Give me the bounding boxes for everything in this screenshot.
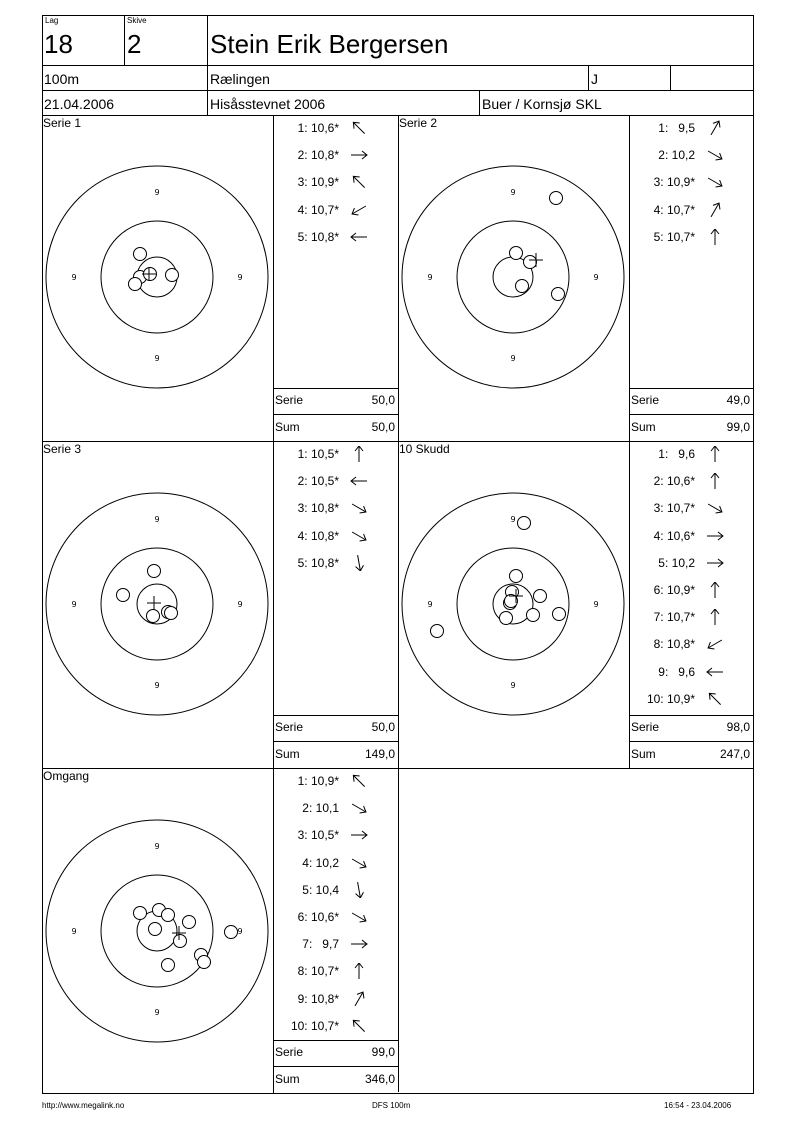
shot-hole <box>149 923 162 936</box>
direction-arrow-icon <box>703 446 727 462</box>
shot-row <box>289 991 371 1007</box>
shot-hole <box>174 935 187 948</box>
shot-hole <box>117 589 130 602</box>
lag-label: Lag <box>45 16 59 25</box>
ring-label: 9 <box>510 354 516 363</box>
direction-arrow-icon <box>703 609 727 625</box>
shot-row <box>645 582 727 598</box>
shot-score: 2: 10,5* <box>297 474 339 489</box>
shot-score: 4: 10,7* <box>653 202 695 217</box>
ring-label: 9 <box>510 681 516 690</box>
sum-label: Sum <box>631 747 656 761</box>
shot-score: 3: 10,7* <box>653 501 695 516</box>
class: J <box>591 71 598 87</box>
shot-row <box>289 147 371 163</box>
ring-label: 9 <box>237 927 243 936</box>
shot-row <box>645 473 727 489</box>
sum-value: 149,0 <box>364 747 395 761</box>
direction-arrow-icon <box>347 773 371 789</box>
serie-value: 49,0 <box>726 393 750 407</box>
sum-label: Sum <box>275 747 300 761</box>
shot-row <box>645 691 727 707</box>
shot-row <box>289 500 371 516</box>
direction-arrow-icon <box>347 528 371 544</box>
shot-hole <box>534 590 547 603</box>
distance: 100m <box>44 71 80 87</box>
ring-label: 9 <box>154 354 160 363</box>
shot-score: 9: 10,8* <box>297 991 339 1006</box>
shot-score: 1: 9,5 <box>658 121 695 135</box>
shot-score: 6: 10,9* <box>653 583 695 597</box>
shot-row <box>289 174 371 190</box>
shot-row <box>645 500 727 516</box>
shot-hole <box>510 247 523 260</box>
shot-hole <box>510 570 523 583</box>
panel-title: Serie 2 <box>399 116 438 130</box>
sum-label: Sum <box>275 420 300 434</box>
shot-score: 3: 10,8* <box>297 501 339 516</box>
direction-arrow-icon <box>703 147 727 163</box>
shot-score: 2: 10,8* <box>297 148 339 163</box>
shot-row <box>645 528 727 544</box>
lag-value: 18 <box>44 29 73 59</box>
target-diagram <box>42 441 273 768</box>
target-diagram <box>42 115 273 441</box>
shot-score: 7: 10,7* <box>653 610 695 625</box>
shot-hole <box>134 907 147 920</box>
ring-label: 9 <box>510 515 516 524</box>
shot-score: 2: 10,2 <box>658 148 695 163</box>
shot-row <box>645 120 727 136</box>
date: 21.04.2006 <box>44 96 115 112</box>
event: Hisåsstevnet 2006 <box>210 96 326 112</box>
panel-title: 10 Skudd <box>399 442 450 456</box>
shot-row <box>289 855 371 871</box>
shot-score: 10: 10,7* <box>290 1018 339 1033</box>
shot-row <box>645 446 727 462</box>
direction-arrow-icon <box>347 800 371 816</box>
shooter-name: Stein Erik Bergersen <box>210 29 449 59</box>
direction-arrow-icon <box>347 229 371 245</box>
serie-value: 98,0 <box>726 720 750 734</box>
direction-arrow-icon <box>347 1018 371 1034</box>
shot-hole <box>524 256 537 269</box>
shot-score: 4: 10,7* <box>297 202 339 217</box>
shot-score: 3: 10,9* <box>653 175 695 190</box>
ring-label: 9 <box>593 600 599 609</box>
direction-arrow-icon <box>347 473 371 489</box>
shot-score: 3: 10,5* <box>297 828 339 843</box>
direction-arrow-icon <box>347 827 371 843</box>
shot-hole <box>166 269 179 282</box>
sum-label: Sum <box>631 420 656 434</box>
serie-value: 99,0 <box>371 1045 395 1059</box>
sum-value: 99,0 <box>726 420 750 434</box>
direction-arrow-icon <box>347 120 371 136</box>
shot-score: 2: 10,6* <box>653 474 695 489</box>
ring-label: 9 <box>154 188 160 197</box>
direction-arrow-icon <box>703 691 727 707</box>
shot-hole <box>500 612 513 625</box>
serie-label: Serie <box>275 720 304 734</box>
direction-arrow-icon <box>347 936 371 952</box>
direction-arrow-icon <box>703 120 727 136</box>
venue: Buer / Kornsjø SKL <box>482 96 602 112</box>
direction-arrow-icon <box>347 446 371 462</box>
shot-row <box>645 555 727 571</box>
serie-label: Serie <box>631 393 660 407</box>
shot-hole <box>129 278 142 291</box>
ring-label: 9 <box>427 600 433 609</box>
shot-row <box>289 800 371 816</box>
ring-label: 9 <box>71 927 77 936</box>
shot-row <box>645 636 727 652</box>
ring-label: 9 <box>71 600 77 609</box>
ring-label: 9 <box>154 842 160 851</box>
serie-row <box>275 393 395 407</box>
panel-title: Omgang <box>43 769 90 783</box>
sum-value: 50,0 <box>371 420 395 434</box>
shot-score: 8: 10,8* <box>653 637 695 652</box>
shot-hole <box>518 517 531 530</box>
footer-url: http://www.megalink.no <box>42 1101 125 1110</box>
direction-arrow-icon <box>347 500 371 516</box>
shot-hole <box>527 609 540 622</box>
ring-label: 9 <box>237 273 243 282</box>
target-diagram <box>398 441 629 768</box>
shot-hole <box>550 192 563 205</box>
shot-row <box>289 120 371 136</box>
direction-arrow-icon <box>703 229 727 245</box>
shot-row <box>645 174 727 190</box>
direction-arrow-icon <box>703 528 727 544</box>
shot-row <box>289 555 371 571</box>
shot-score: 10: 10,9* <box>646 691 695 706</box>
direction-arrow-icon <box>347 202 371 218</box>
direction-arrow-icon <box>347 882 371 898</box>
serie-row <box>275 720 395 734</box>
shot-row <box>289 827 371 843</box>
target-ring <box>101 221 213 333</box>
shot-hole <box>225 926 238 939</box>
shot-score: 7: 9,7 <box>302 937 339 952</box>
shot-hole <box>148 565 161 578</box>
footer-program: DFS 100m <box>372 1101 411 1110</box>
shot-row <box>289 963 371 979</box>
ring-label: 9 <box>154 681 160 690</box>
shot-hole <box>162 909 175 922</box>
serie-label: Serie <box>631 720 660 734</box>
serie-row <box>631 393 750 407</box>
sum-value: 247,0 <box>719 747 750 761</box>
sum-label: Sum <box>275 1072 300 1086</box>
direction-arrow-icon <box>347 991 371 1007</box>
shot-score: 5: 10,8* <box>297 229 339 244</box>
shot-score: 9: 9,6 <box>658 664 695 679</box>
direction-arrow-icon <box>703 664 727 680</box>
direction-arrow-icon <box>703 500 727 516</box>
club: Rælingen <box>210 71 270 87</box>
shot-row <box>289 473 371 489</box>
sum-row <box>275 1072 395 1086</box>
serie-label: Serie <box>275 393 304 407</box>
direction-arrow-icon <box>703 555 727 571</box>
shot-score: 5: 10,7* <box>653 229 695 244</box>
shot-score: 6: 10,6* <box>297 910 339 924</box>
shot-row <box>289 446 371 462</box>
shot-row <box>289 1018 371 1034</box>
shot-hole <box>165 607 178 620</box>
ring-label: 9 <box>510 188 516 197</box>
ring-label: 9 <box>71 273 77 282</box>
direction-arrow-icon <box>347 855 371 871</box>
direction-arrow-icon <box>347 147 371 163</box>
ring-label: 9 <box>154 1008 160 1017</box>
shot-hole <box>516 280 529 293</box>
footer-timestamp: 16:54 - 23.04.2006 <box>664 1101 732 1110</box>
sum-row <box>275 747 395 761</box>
shot-row <box>289 936 371 952</box>
ring-label: 9 <box>154 515 160 524</box>
shot-row <box>289 909 371 925</box>
shot-hole <box>183 916 196 929</box>
shot-hole <box>162 959 175 972</box>
shot-score: 8: 10,7* <box>297 964 339 979</box>
shot-score: 1: 10,5* <box>297 447 339 461</box>
shot-score: 2: 10,1 <box>302 801 339 816</box>
serie-value: 50,0 <box>371 393 395 407</box>
direction-arrow-icon <box>703 636 727 652</box>
ring-label: 9 <box>427 273 433 282</box>
serie-row <box>275 1045 395 1059</box>
target-diagram <box>398 115 629 441</box>
ring-label: 9 <box>593 273 599 282</box>
shot-row <box>289 229 371 245</box>
shot-score: 4: 10,2 <box>302 855 339 870</box>
shot-hole <box>431 625 444 638</box>
direction-arrow-icon <box>347 963 371 979</box>
sum-value: 346,0 <box>364 1072 395 1086</box>
direction-arrow-icon <box>703 473 727 489</box>
direction-arrow-icon <box>703 582 727 598</box>
direction-arrow-icon <box>347 555 371 571</box>
skive-label: Skive <box>127 16 147 25</box>
shot-row <box>645 664 727 680</box>
shot-row <box>289 773 371 789</box>
sum-row <box>275 420 395 434</box>
shot-row <box>645 202 727 218</box>
serie-row <box>631 720 750 734</box>
shot-hole <box>552 288 565 301</box>
shot-hole <box>553 608 566 621</box>
direction-arrow-icon <box>703 174 727 190</box>
panel-title: Serie 3 <box>43 442 82 456</box>
sum-row <box>631 747 750 761</box>
direction-arrow-icon <box>347 909 371 925</box>
sum-row <box>631 420 750 434</box>
shot-row <box>289 528 371 544</box>
serie-label: Serie <box>275 1045 304 1059</box>
shot-score: 4: 10,6* <box>653 528 695 543</box>
shot-hole <box>134 248 147 261</box>
shot-score: 5: 10,4 <box>302 882 339 897</box>
target-ring <box>457 221 569 333</box>
shot-score: 5: 10,2 <box>658 555 695 570</box>
shot-row <box>645 147 727 163</box>
shot-row <box>289 202 371 218</box>
shot-hole <box>198 956 211 969</box>
serie-value: 50,0 <box>371 720 395 734</box>
shot-row <box>645 229 727 245</box>
target-diagram <box>42 768 273 1093</box>
shot-score: 5: 10,8* <box>297 555 339 570</box>
shot-score: 1: 9,6 <box>658 447 695 461</box>
shot-score: 3: 10,9* <box>297 175 339 190</box>
shot-score: 4: 10,8* <box>297 528 339 543</box>
shot-score: 1: 10,9* <box>297 774 339 788</box>
direction-arrow-icon <box>703 202 727 218</box>
shot-hole <box>147 610 160 623</box>
shot-row <box>289 882 371 898</box>
shot-row <box>645 609 727 625</box>
direction-arrow-icon <box>347 174 371 190</box>
shot-score: 1: 10,6* <box>297 121 339 135</box>
skive-value: 2 <box>127 29 142 59</box>
panel-title: Serie 1 <box>43 116 82 130</box>
ring-label: 9 <box>237 600 243 609</box>
